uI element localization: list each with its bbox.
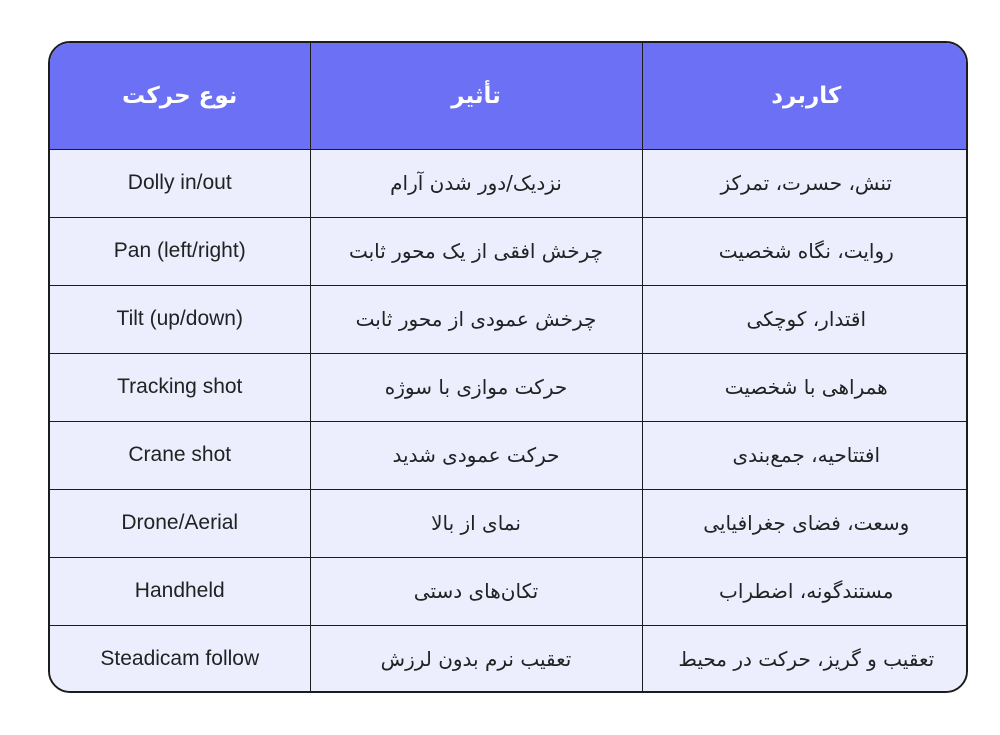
cell-movement-type: Tracking shot xyxy=(50,353,310,421)
cell-effect: تکان‌های دستی xyxy=(310,557,642,625)
table-row xyxy=(50,217,968,285)
cell-movement-type: Steadicam follow xyxy=(50,625,310,693)
cell-usage: تعقیب و گریز، حرکت در محیط xyxy=(642,625,968,693)
cell-effect: حرکت عمودی شدید xyxy=(310,421,642,489)
table-row xyxy=(50,285,968,353)
cell-movement-type: Handheld xyxy=(50,557,310,625)
table-row xyxy=(50,149,968,217)
cell-usage: افتتاحیه، جمع‌بندی xyxy=(642,421,968,489)
cell-effect: نمای از بالا xyxy=(310,489,642,557)
cell-movement-type: Pan (left/right) xyxy=(50,217,310,285)
cell-movement-type: Tilt (up/down) xyxy=(50,285,310,353)
cell-effect: تعقیب نرم بدون لرزش xyxy=(310,625,642,693)
cell-movement-type: Dolly in/out xyxy=(50,149,310,217)
header-usage: کاربرد xyxy=(642,43,968,149)
cell-effect: چرخش افقی از یک محور ثابت xyxy=(310,217,642,285)
cell-effect: چرخش عمودی از محور ثابت xyxy=(310,285,642,353)
cell-usage: اقتدار، کوچکی xyxy=(642,285,968,353)
cell-effect: نزدیک/دور شدن آرام xyxy=(310,149,642,217)
cell-usage: روایت، نگاه شخصیت xyxy=(642,217,968,285)
table-row xyxy=(50,557,968,625)
table-row xyxy=(50,353,968,421)
cell-usage: مستندگونه، اضطراب xyxy=(642,557,968,625)
table-header-row xyxy=(50,43,968,149)
cell-usage: تنش، حسرت، تمرکز xyxy=(642,149,968,217)
header-movement-type: نوع حرکت xyxy=(50,43,310,149)
cell-movement-type: Drone/Aerial xyxy=(50,489,310,557)
camera-movement-table-container xyxy=(48,41,968,693)
cell-usage: همراهی با شخصیت xyxy=(642,353,968,421)
table-row xyxy=(50,625,968,693)
cell-usage: وسعت، فضای جغرافیایی xyxy=(642,489,968,557)
header-effect: تأثیر xyxy=(310,43,642,149)
cell-effect: حرکت موازی با سوژه xyxy=(310,353,642,421)
table-row xyxy=(50,421,968,489)
camera-movement-table xyxy=(50,43,968,693)
cell-movement-type: Crane shot xyxy=(50,421,310,489)
table-row xyxy=(50,489,968,557)
